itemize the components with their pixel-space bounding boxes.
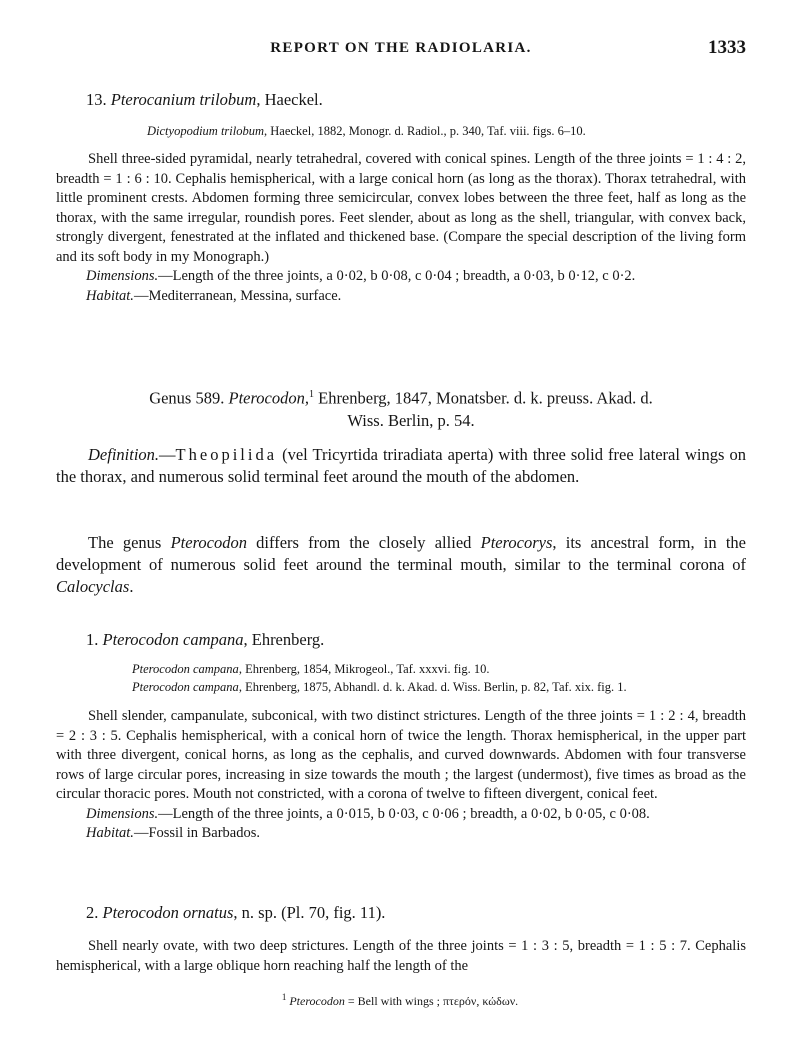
species-number: 1. xyxy=(86,630,99,649)
species-author: , Ehrenberg. xyxy=(243,630,325,649)
note-text-a: The genus xyxy=(88,533,171,552)
species-2-description: Shell nearly ovate, with two deep strictures. Length of the three joints = 1 : 3 : 5, breadth = 1 : 5 : 7. Cephalis hemispherical, with a large oblique horn reaching half the length of the xyxy=(56,938,746,974)
running-title: REPORT ON THE RADIOLARIA. xyxy=(270,40,532,56)
species-name: Pterocodon ornatus xyxy=(102,903,234,922)
synonym-reference: , Ehrenberg, 1854, Mikrogeol., Taf. xxxvi. fig. 10. xyxy=(238,662,490,676)
footnote xyxy=(0,992,800,1009)
habitat-label: Habitat. xyxy=(86,825,134,841)
species-name: Pterocanium trilobum xyxy=(110,90,257,109)
note-genus-pterocodon: Pterocodon xyxy=(170,533,247,552)
note-text-d: . xyxy=(129,577,134,596)
synonym-line xyxy=(147,124,586,139)
definition-label: Definition. xyxy=(88,445,160,464)
footnote-text: = Bell with wings ; πτερόν, κώδων. xyxy=(344,994,519,1008)
synonym-reference: , Ehrenberg, 1875, Abhandl. d. k. Akad. d. Wiss. Berlin, p. 82, Taf. xix. fig. 1. xyxy=(238,680,627,694)
species-2-heading xyxy=(86,903,385,923)
species-2-body xyxy=(56,937,746,976)
species-13-habitat xyxy=(56,287,746,307)
footnote-genus: Pterocodon xyxy=(289,994,345,1008)
genus-definition xyxy=(56,444,746,488)
note-genus-pterocorys: Pterocorys xyxy=(480,533,553,552)
page-header xyxy=(56,37,746,64)
species-name: Pterocodon campana xyxy=(102,630,244,649)
species-13-dimensions xyxy=(56,267,746,287)
species-1-body xyxy=(56,707,746,844)
definition-text: (vel Tricyrtida triradiata aperta) with three solid free lateral wings on the thorax, and numerous solid terminal feet around the mouth of the abdomen. xyxy=(56,445,746,486)
synonym-name: Pterocodon campana xyxy=(132,680,239,694)
species-13-heading xyxy=(86,90,323,110)
species-13-description: Shell three-sided pyramidal, nearly tetrahedral, covered with conical spines. Length of the three joints = 1 : 4 : 2, breadth = 1 : 6 : 10. Cephalis hemispherical, with a large conical horn (as long as the thorax). Thorax tetrahedral, with little prominent crests. Abdomen forming three semicircular, convex lobes between the three feet, half as long as the thorax, with the same irregular, roundish pores. Feet slender, about as long as the shell, triangular, with convex back, strongly divergent, fenestrated at the inflated and thickened base. (Compare the special description of the living form and its soft body in my Monograph.) xyxy=(56,151,746,265)
definition-dash: — xyxy=(159,445,176,464)
page-number: 1333 xyxy=(708,37,746,58)
synonym-line-2 xyxy=(132,680,627,695)
dimensions-text: —Length of the three joints, a 0·015, b 0·03, c 0·06 ; breadth, a 0·02, b 0·05, c 0·08. xyxy=(158,805,650,822)
synonym-name: Dictyopodium trilobum xyxy=(147,124,265,138)
species-13-body xyxy=(56,150,746,306)
dimensions-label: Dimensions. xyxy=(86,805,159,822)
habitat-text: —Mediterranean, Messina, surface. xyxy=(133,287,342,304)
note-text-c: , its ancestral form, in the development of numerous solid feet around the terminal mouth, similar to the terminal corona of xyxy=(56,533,746,574)
dimensions-text: —Length of the three joints, a 0·02, b 0·08, c 0·04 ; breadth, a 0·03, b 0·12, c 0·2. xyxy=(158,268,636,284)
synonym-name: Pterocodon campana xyxy=(132,662,239,676)
genus-heading-line-2: Wiss. Berlin, p. 54. xyxy=(347,410,475,430)
note-text-b: differs from the closely allied xyxy=(246,533,481,552)
genus-heading-line-1 xyxy=(56,384,746,410)
note-genus-calocyclas: Calocyclas xyxy=(56,577,130,596)
species-author: , n. sp. (Pl. 70, fig. 11). xyxy=(233,903,386,922)
habitat-text: —Fossil in Barbados. xyxy=(133,825,261,841)
species-number: 2. xyxy=(86,903,99,922)
genus-authority: Ehrenberg, 1847, Monatsber. d. k. preuss. Akad. d. xyxy=(313,388,653,408)
genus-prefix: Genus 589. xyxy=(149,388,225,408)
genus-heading xyxy=(56,384,746,432)
synonym-reference: , Haeckel, 1882, Monogr. d. Radiol., p. 340, Taf. viii. figs. 6–10. xyxy=(264,124,586,138)
species-1-description: Shell slender, campanulate, subconical, with two distinct strictures. Length of the three joints = 1 : 2 : 4, breadth = 2 : 3 : 5. Cephalis hemispherical, with a conical horn of twice the length. Thorax hemispherical, in the upper part with three divergent, conical horns, as long as the cephalis, and curved downwards. Abdomen with four transverse rows of large circular pores, increasing in size towards the mouth ; the largest (undermost), five times as broad as the circular thoracic pores. Mouth not constricted, with a corona of twelve to fifteen divergent, conical feet. xyxy=(56,708,746,802)
habitat-label: Habitat. xyxy=(86,287,134,304)
dimensions-label: Dimensions. xyxy=(86,268,159,284)
synonym-line-1 xyxy=(132,662,490,677)
genus-name: Pterocodon, xyxy=(228,388,309,408)
species-author: , Haeckel. xyxy=(256,90,323,109)
footnote-mark: 1 xyxy=(281,992,287,1002)
species-1-dimensions xyxy=(56,805,746,825)
species-number: 13. xyxy=(86,90,107,109)
species-1-heading xyxy=(86,630,324,650)
definition-family: Theopilida xyxy=(175,445,278,464)
genus-note xyxy=(56,532,746,598)
genus-footnote-mark: 1 xyxy=(308,389,314,400)
species-1-habitat xyxy=(56,824,746,844)
